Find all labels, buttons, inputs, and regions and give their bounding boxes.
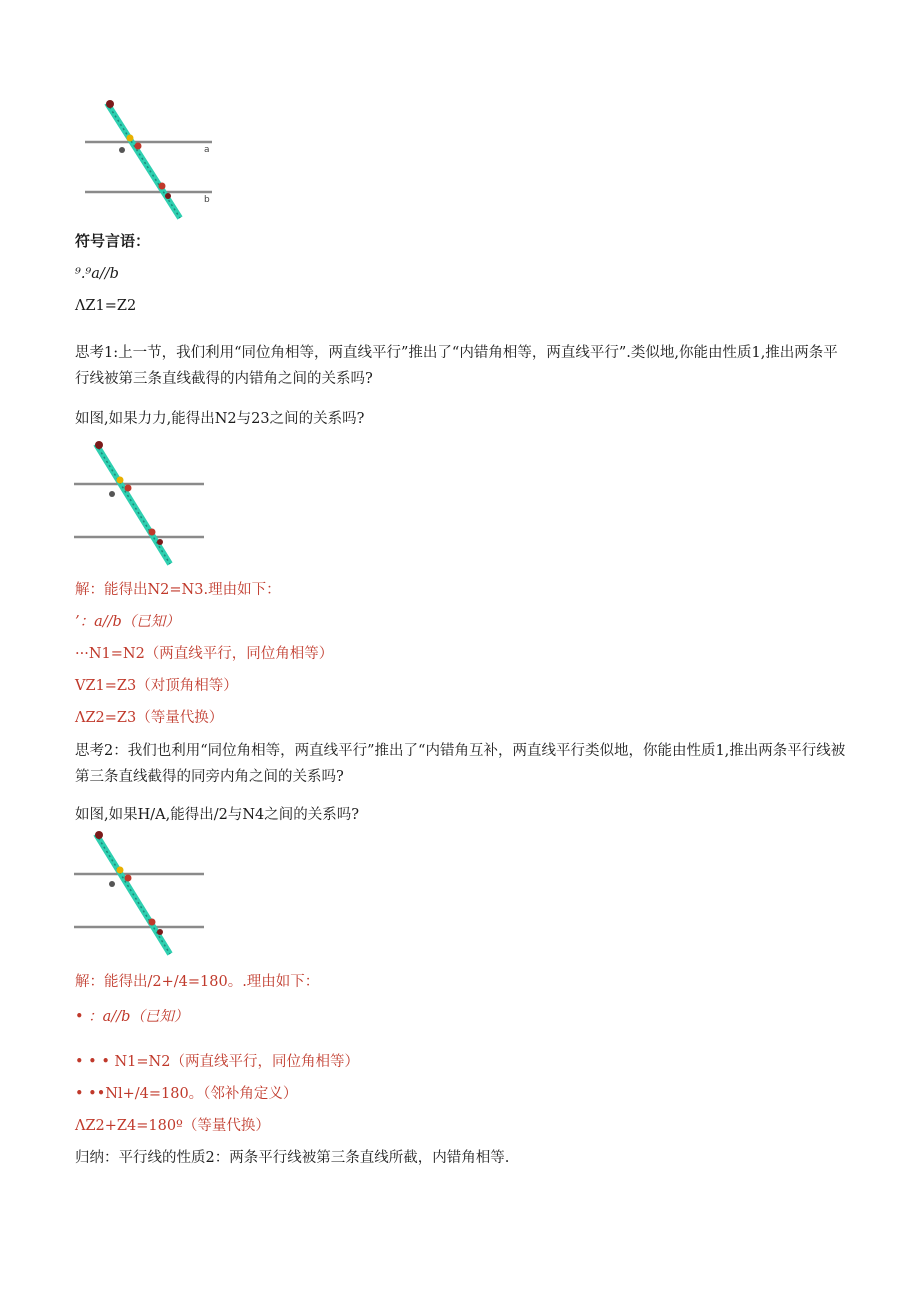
question-1: 如图,如果力力,能得出N2与23之间的关系吗? xyxy=(75,411,365,427)
solution-1-line-1: 解：能得出N2=N3.理由如下： xyxy=(75,582,281,598)
symbol-line-2: ΛZ1=Z2 xyxy=(75,298,137,314)
think-1-paragraph: 思考1:上一节，我们利用“同位角相等，两直线平行”推出了“内错角相等，两直线平行”.类似地,你能由性质1,推出两条平行线被第三条直线截得的内错角之间的关系吗? xyxy=(75,345,838,387)
solution-2-line-5: ΛZ2+Z4=180º（等量代换） xyxy=(75,1118,270,1134)
parallel-lines-figure-3 xyxy=(72,830,212,958)
question-2: 如图,如果H/A,能得出/2与N4之间的关系吗? xyxy=(75,807,360,823)
solution-2-line-4: • ••Nl+/4=180。（邻补角定义） xyxy=(75,1086,298,1102)
solution-1-line-3: ···N1=N2（两直线平行，同位角相等） xyxy=(75,646,334,662)
solution-2-line-2: • ：a//b（已知） xyxy=(75,1009,189,1025)
parallel-lines-figure-2 xyxy=(72,440,212,568)
symbol-line-1: ⁹.⁹a//b xyxy=(75,266,119,282)
solution-1-line-5: ΛZ2=Z3（等量代换） xyxy=(75,710,224,726)
label-a: a xyxy=(204,145,210,155)
conclusion: 归纳：平行线的性质2：两条平行线被第三条直线所截，内错角相等. xyxy=(75,1150,510,1166)
solution-1-line-4: VZ1=Z3（对顶角相等） xyxy=(75,678,238,694)
solution-2-line-1: 解：能得出/2+/4=180。.理由如下： xyxy=(75,974,320,990)
solution-2-line-3: • • • N1=N2（两直线平行，同位角相等） xyxy=(75,1054,359,1070)
think-2-paragraph: 思考2：我们也利用“同位角相等，两直线平行”推出了“内错角互补，两直线平行类似地，你能由性质1,推出两条平行线被第三条直线截得的同旁内角之间的关系吗? xyxy=(75,743,846,785)
solution-1-line-2: ’：a//b（已知） xyxy=(75,614,180,630)
label-b: b xyxy=(204,195,210,205)
parallel-lines-figure-1 xyxy=(80,98,220,223)
symbol-heading: 符号言语： xyxy=(75,232,151,250)
